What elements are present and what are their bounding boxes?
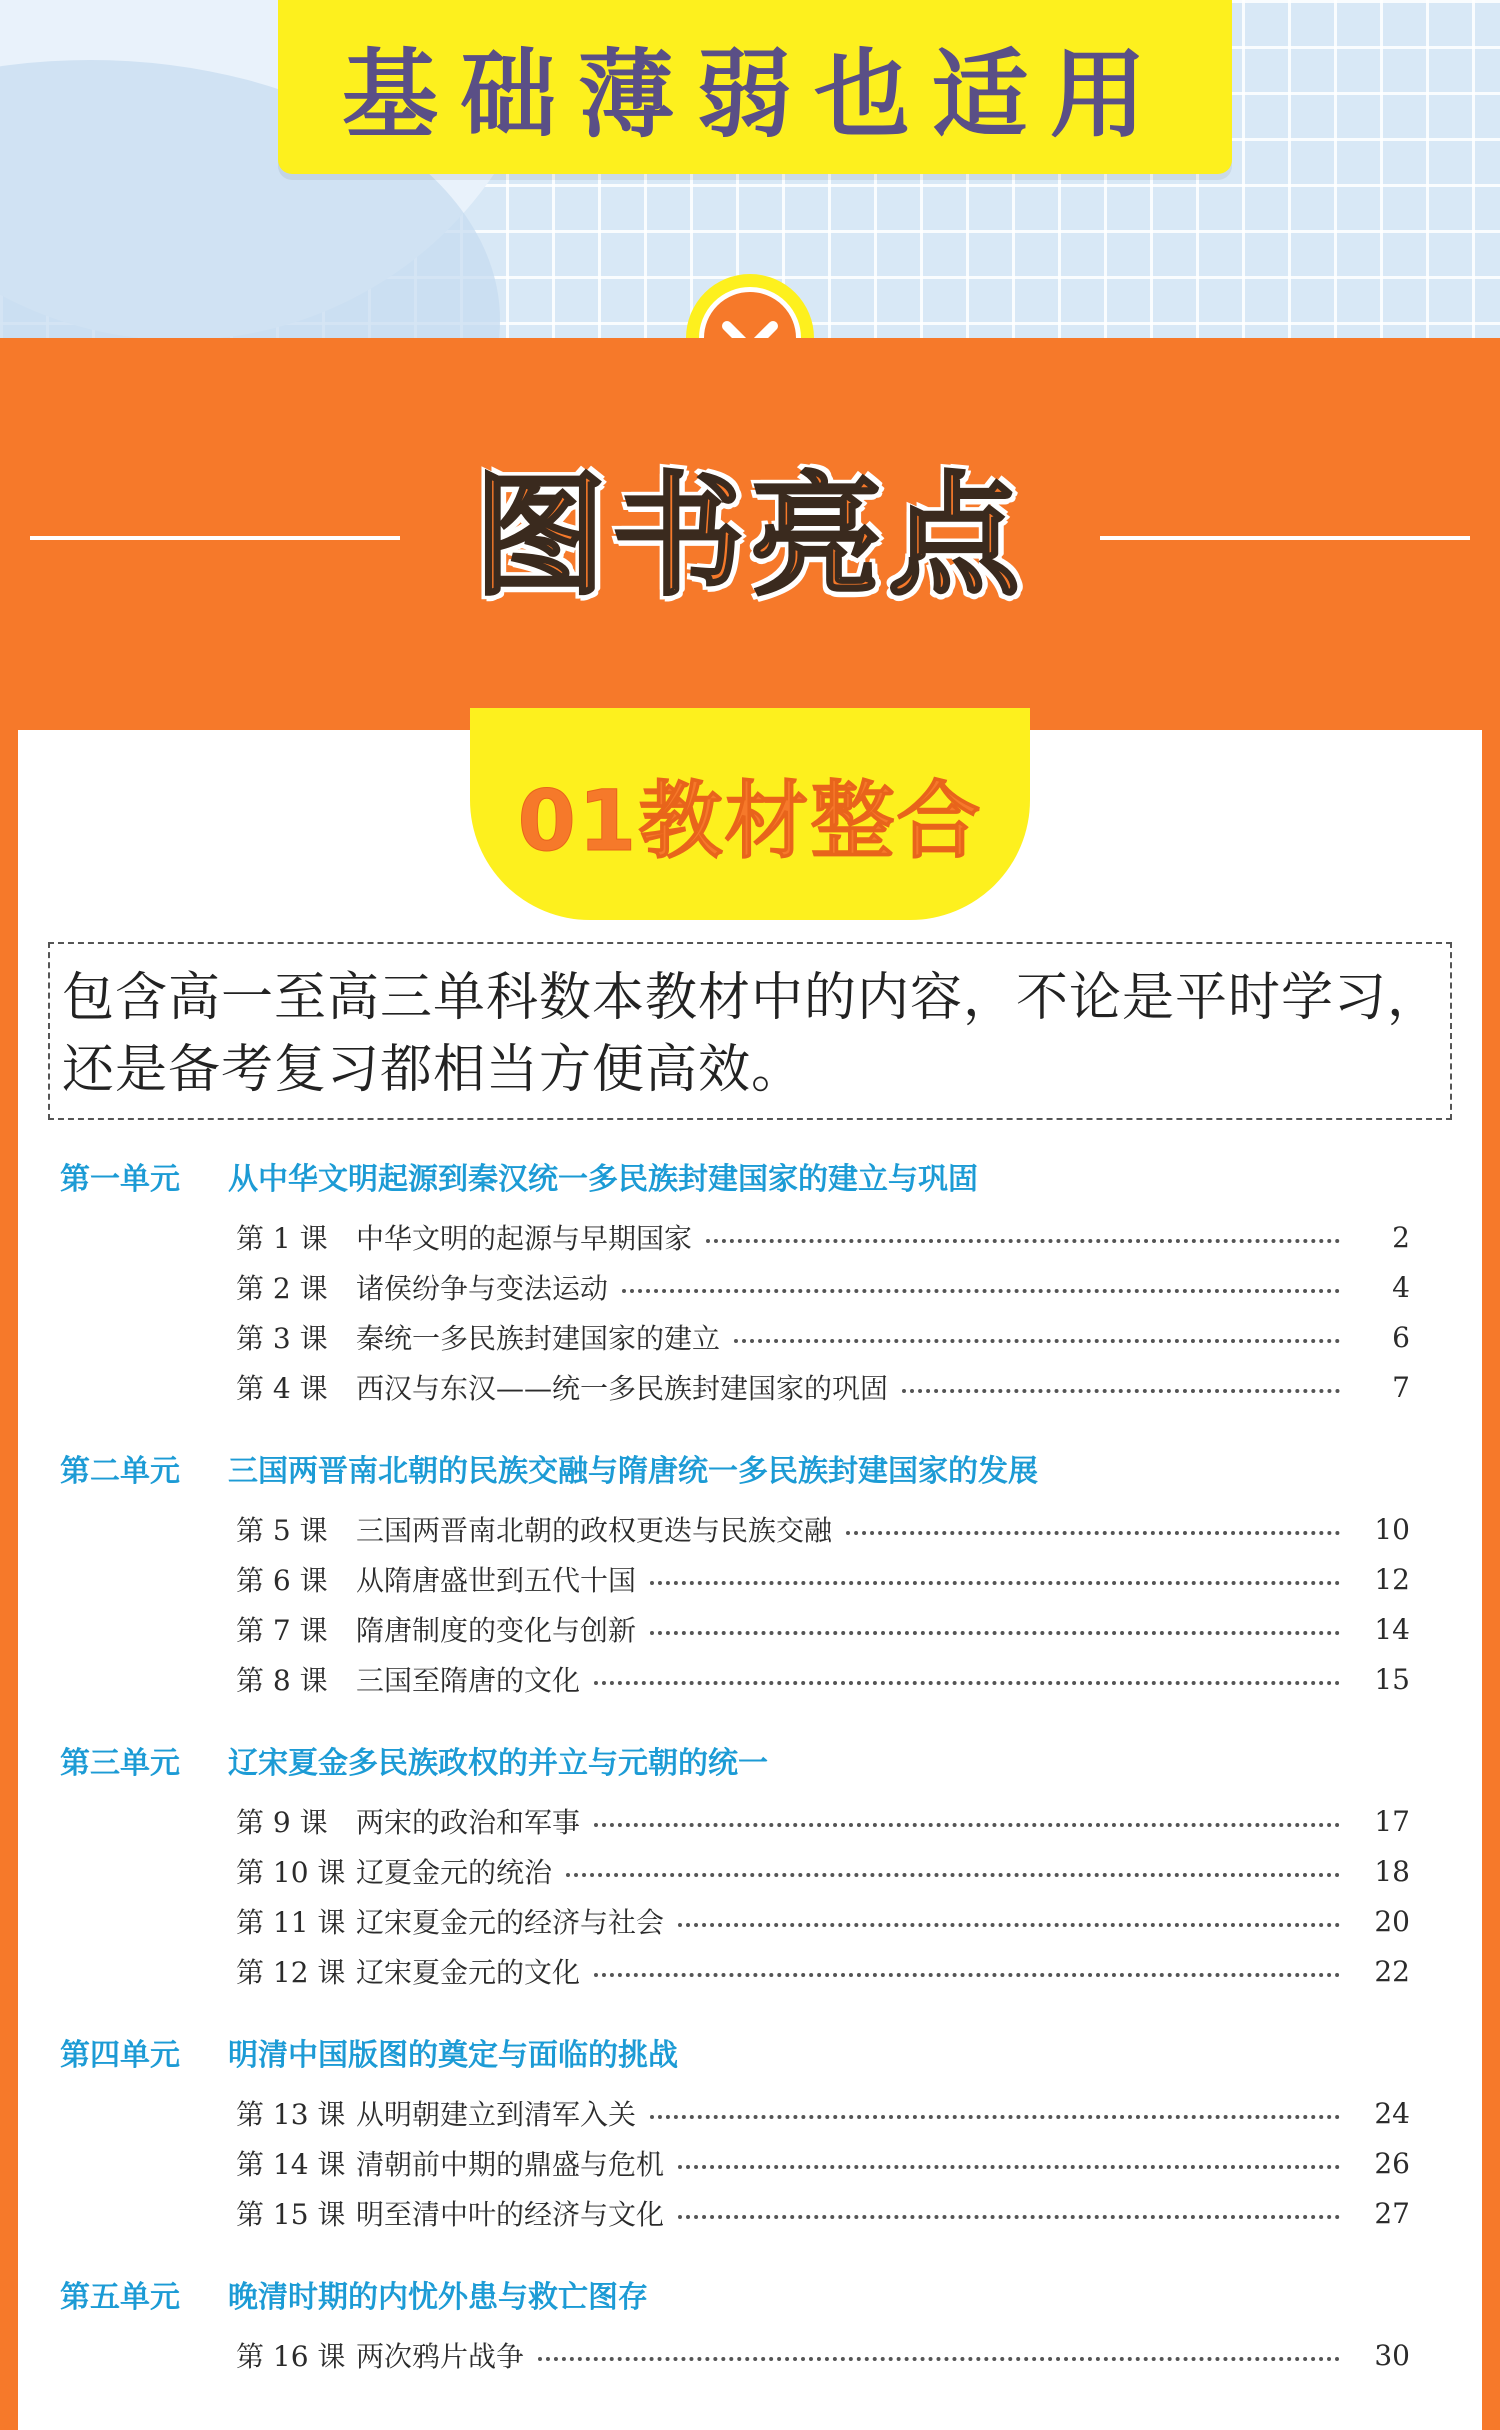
dot-leader [650,1581,1340,1585]
unit-heading [60,2016,1410,2088]
unit-title: 明清中国版图的奠定与面临的挑战 [228,2038,678,2073]
feature-title: 01教材整合 [517,771,983,870]
lesson-number: 第 10 课 [236,1856,346,1889]
lesson-number: 第 16 课 [236,2340,346,2373]
lesson-number: 第 14 课 [236,2148,346,2181]
unit-spacer [60,2238,1410,2258]
lesson-title: 两宋的政治和军事 [356,1806,581,1839]
page-number: 14 [1374,1612,1410,1646]
unit-heading [60,1140,1410,1212]
lesson-title: 从明朝建立到清军入关 [356,2098,637,2131]
lesson-title: 隋唐制度的变化与创新 [356,1614,637,1647]
dot-leader [678,2165,1340,2169]
page-number: 24 [1374,2096,1410,2130]
lesson-number: 第 6 课 [236,1564,328,1597]
page-number: 4 [1392,1270,1410,1304]
page-number: 2 [1392,1220,1410,1254]
page-number: 22 [1374,1954,1410,1988]
lesson-row [60,1362,1410,1412]
unit-label: 第四单元 [60,2038,180,2073]
description-box [48,942,1452,1120]
lesson-row [60,2088,1410,2138]
dot-leader [650,1631,1340,1635]
lesson-number: 第 4 课 [236,1372,328,1405]
description-text: 包含高一至高三单科数本教材中的内容，不论是平时学习，还是备考复习都相当方便高效。 [62,968,1441,1100]
unit-title: 三国两晋南北朝的民族交融与隋唐统一多民族封建国家的发展 [228,1454,1038,1489]
lesson-row [60,1604,1410,1654]
unit-spacer [60,1704,1410,1724]
lesson-title: 辽宋夏金元的经济与社会 [356,1906,665,1939]
lesson-row [60,1262,1410,1312]
lesson-row [60,2188,1410,2238]
lesson-title: 辽宋夏金元的文化 [356,1956,581,1989]
lesson-title: 从隋唐盛世到五代十国 [356,1564,637,1597]
lesson-title: 三国两晋南北朝的政权更迭与民族交融 [356,1514,833,1547]
page-number: 18 [1374,1854,1410,1888]
lesson-row [60,1946,1410,1996]
heading-divider-right [1100,536,1470,540]
dot-leader [622,1289,1340,1293]
lesson-number: 第 5 课 [236,1514,328,1547]
dot-leader [566,1873,1340,1877]
lesson-number: 第 8 课 [236,1664,328,1697]
page-number: 6 [1392,1320,1410,1354]
dot-leader [538,2357,1340,2361]
unit-label: 第一单元 [60,1162,180,1197]
unit-heading [60,2258,1410,2330]
page-number: 20 [1374,1904,1410,1938]
lesson-row [60,1212,1410,1262]
unit-heading [60,1432,1410,1504]
lesson-title: 明至清中叶的经济与文化 [356,2198,665,2231]
lesson-title: 西汉与东汉——统一多民族封建国家的巩固 [356,1372,889,1405]
page-number: 27 [1374,2196,1410,2230]
unit-heading [60,1724,1410,1796]
dot-leader [678,1923,1340,1927]
lesson-title: 三国至隋唐的文化 [356,1664,581,1697]
dot-leader [846,1531,1340,1535]
page-number: 30 [1374,2338,1410,2372]
page-number: 10 [1374,1512,1410,1546]
dot-leader [706,1239,1340,1243]
lesson-number: 第 12 课 [236,1956,346,1989]
lesson-row [60,1896,1410,1946]
slogan-banner [278,0,1232,174]
feature-tab [470,708,1030,920]
lesson-title: 中华文明的起源与早期国家 [356,1222,693,1255]
page-number: 12 [1374,1562,1410,1596]
dot-leader [902,1389,1340,1393]
lesson-row [60,1846,1410,1896]
slogan-text: 基础薄弱也适用 [342,38,1168,151]
lesson-row [60,2138,1410,2188]
lesson-title: 诸侯纷争与变法运动 [356,1272,609,1305]
table-of-contents [60,1140,1410,2380]
unit-spacer [60,1996,1410,2016]
lesson-row [60,1504,1410,1554]
dot-leader [594,1681,1340,1685]
page-number: 7 [1392,1370,1410,1404]
page-number: 17 [1374,1804,1410,1838]
dot-leader [734,1339,1340,1343]
page-number: 15 [1374,1662,1410,1696]
unit-title: 辽宋夏金多民族政权的并立与元朝的统一 [228,1746,768,1781]
unit-label: 第五单元 [60,2280,180,2315]
lesson-number: 第 11 课 [236,1906,346,1939]
unit-title: 晚清时期的内忧外患与救亡图存 [228,2280,648,2315]
lesson-number: 第 2 课 [236,1272,328,1305]
section-heading: 图书亮点 [474,460,1026,614]
dot-leader [594,1823,1340,1827]
lesson-title: 辽夏金元的统治 [356,1856,553,1889]
lesson-number: 第 15 课 [236,2198,346,2231]
unit-label: 第二单元 [60,1454,180,1489]
heading-divider-left [30,536,400,540]
lesson-row [60,1654,1410,1704]
unit-title: 从中华文明起源到秦汉统一多民族封建国家的建立与巩固 [228,1162,978,1197]
unit-spacer [60,1412,1410,1432]
lesson-row [60,1554,1410,1604]
dot-leader [678,2215,1340,2219]
unit-label: 第三单元 [60,1746,180,1781]
page-number: 26 [1374,2146,1410,2180]
lesson-number: 第 3 课 [236,1322,328,1355]
lesson-title: 两次鸦片战争 [356,2340,525,2373]
lesson-row [60,1312,1410,1362]
lesson-row [60,1796,1410,1846]
lesson-title: 秦统一多民族封建国家的建立 [356,1322,721,1355]
lesson-number: 第 7 课 [236,1614,328,1647]
lesson-row [60,2330,1410,2380]
lesson-number: 第 13 课 [236,2098,346,2131]
lesson-number: 第 9 课 [236,1806,328,1839]
lesson-number: 第 1 课 [236,1222,328,1255]
dot-leader [650,2115,1340,2119]
lesson-title: 清朝前中期的鼎盛与危机 [356,2148,665,2181]
dot-leader [594,1973,1340,1977]
section-heading-row [0,462,1500,612]
